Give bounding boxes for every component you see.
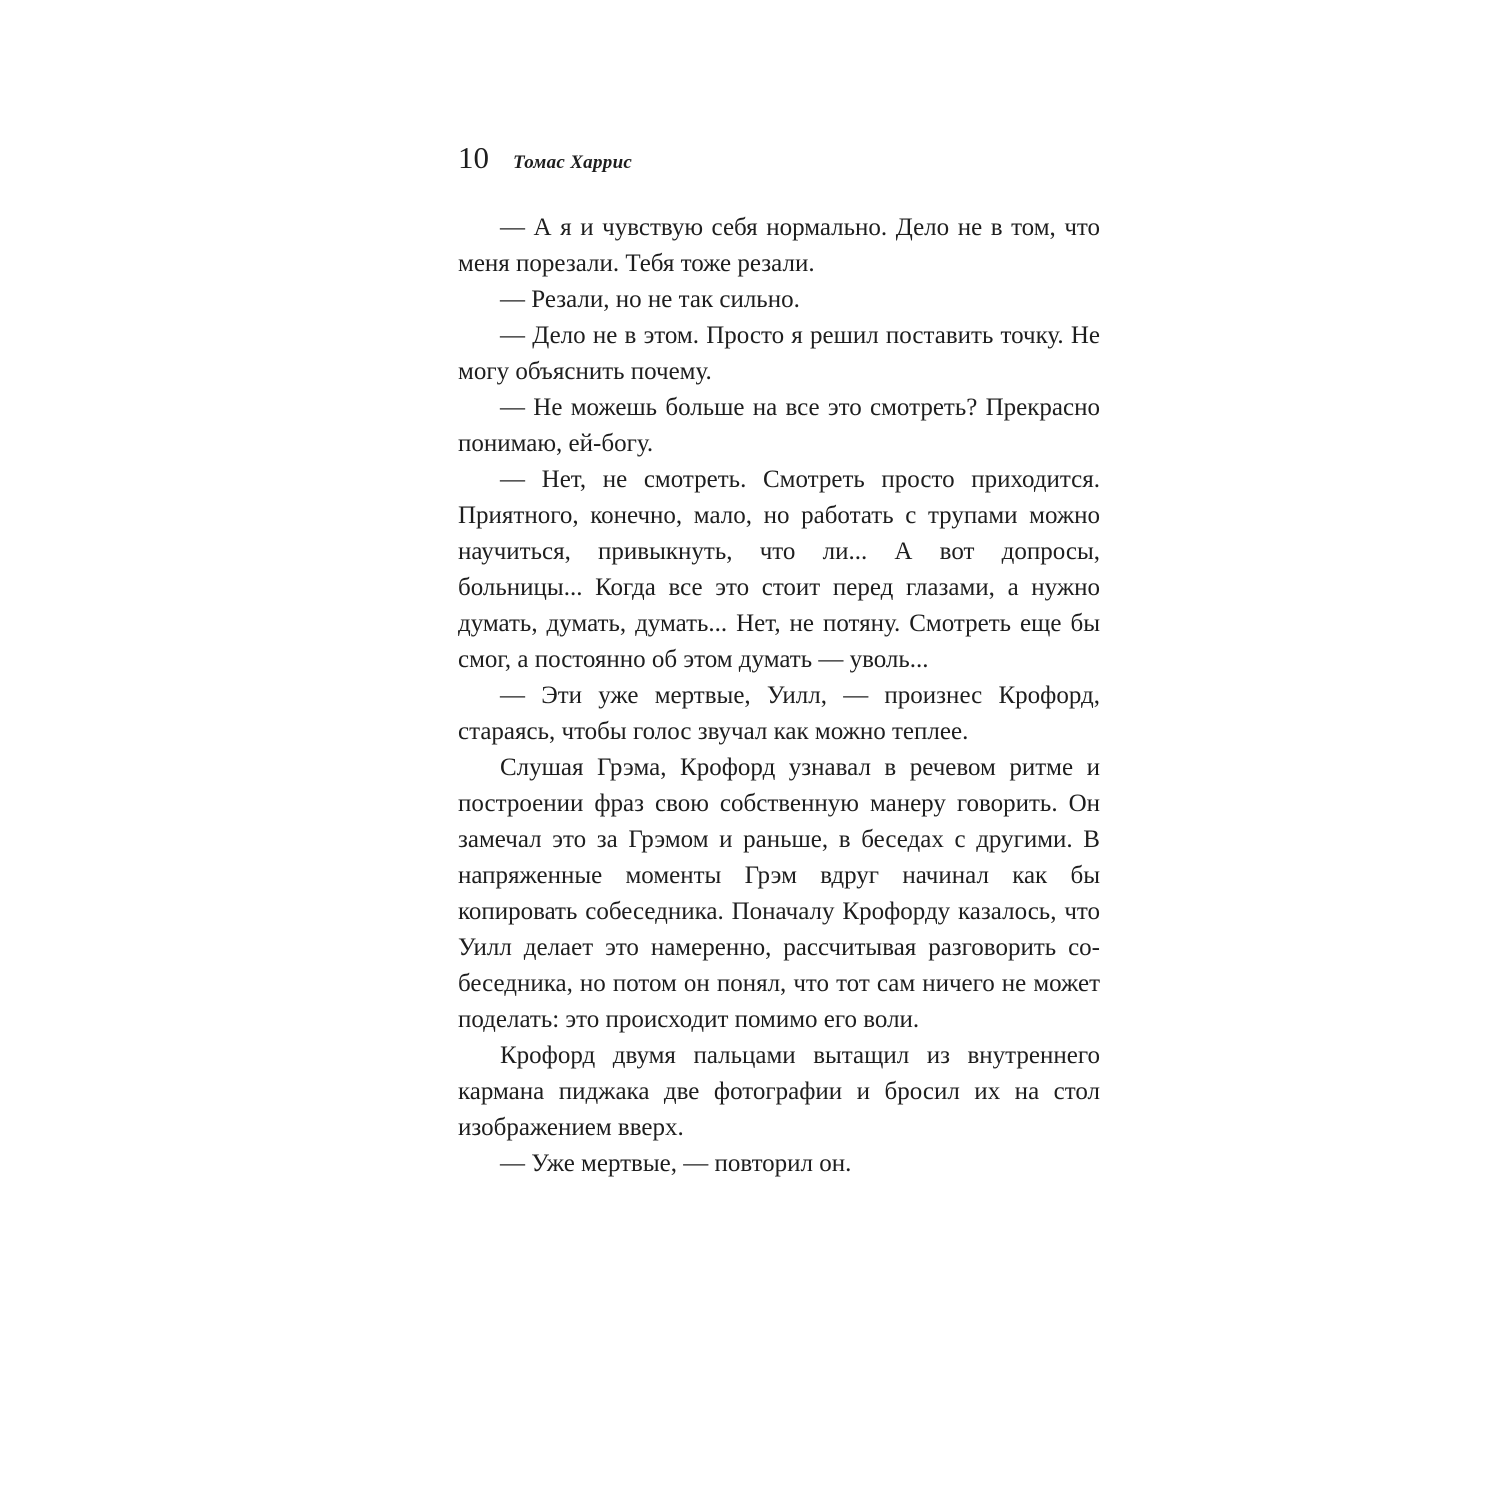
paragraph: — Дело не в этом. Просто я решил поставить точку. Не могу объяснить почему. <box>458 322 1100 385</box>
page-number: 10 <box>458 140 489 175</box>
paragraph: Слушая Грэма, Крофорд узнавал в речевом ритме и построении фраз свою собственную манеру говорить. Он замечал это за Грэмом и раньше, в беседах с другими. В напряженные моменты Грэм вдруг начинал как бы копировать собеседника. Поначалу Крофорду казалось, что Уилл делает это намеренно, рассчитывая разговорить собеседника, но потом он понял, что тот сам ничего не может поделать: это происходит помимо его воли. <box>458 754 1100 1033</box>
paragraph: — А я и чувствую себя нормально. Дело не в том, что меня порезали. Тебя тоже резали. <box>458 214 1100 277</box>
author-name: Томас Харрис <box>513 152 633 173</box>
paragraph: — Эти уже мертвые, Уилл, — произнес Крофорд, стараясь, чтобы голос звучал как можно теплее. <box>458 682 1100 745</box>
paragraph: Крофорд двумя пальцами вытащил из внутреннего кармана пиджака две фотографии и бросил их на стол изображением вверх. <box>458 1042 1100 1141</box>
paragraph: — Не можешь больше на все это смотреть? Прекрасно понимаю, ей-богу. <box>458 394 1100 457</box>
running-head <box>458 138 632 178</box>
body-text <box>458 210 1100 1182</box>
paragraph: — Резали, но не так сильно. <box>500 286 800 313</box>
paragraph: — Нет, не смотреть. Смотреть просто приходится. Приятного, конечно, мало, но работать с трупами можно научиться, привыкнуть, что ли... А вот допросы, больницы... Когда все это стоит перед глазами, а нужно думать, думать, думать... Нет, не потяну. Смотреть еще бы смог, а постоянно об этом думать — уволь... <box>458 466 1100 673</box>
paragraph: — Уже мертвые, — повторил он. <box>500 1150 852 1177</box>
